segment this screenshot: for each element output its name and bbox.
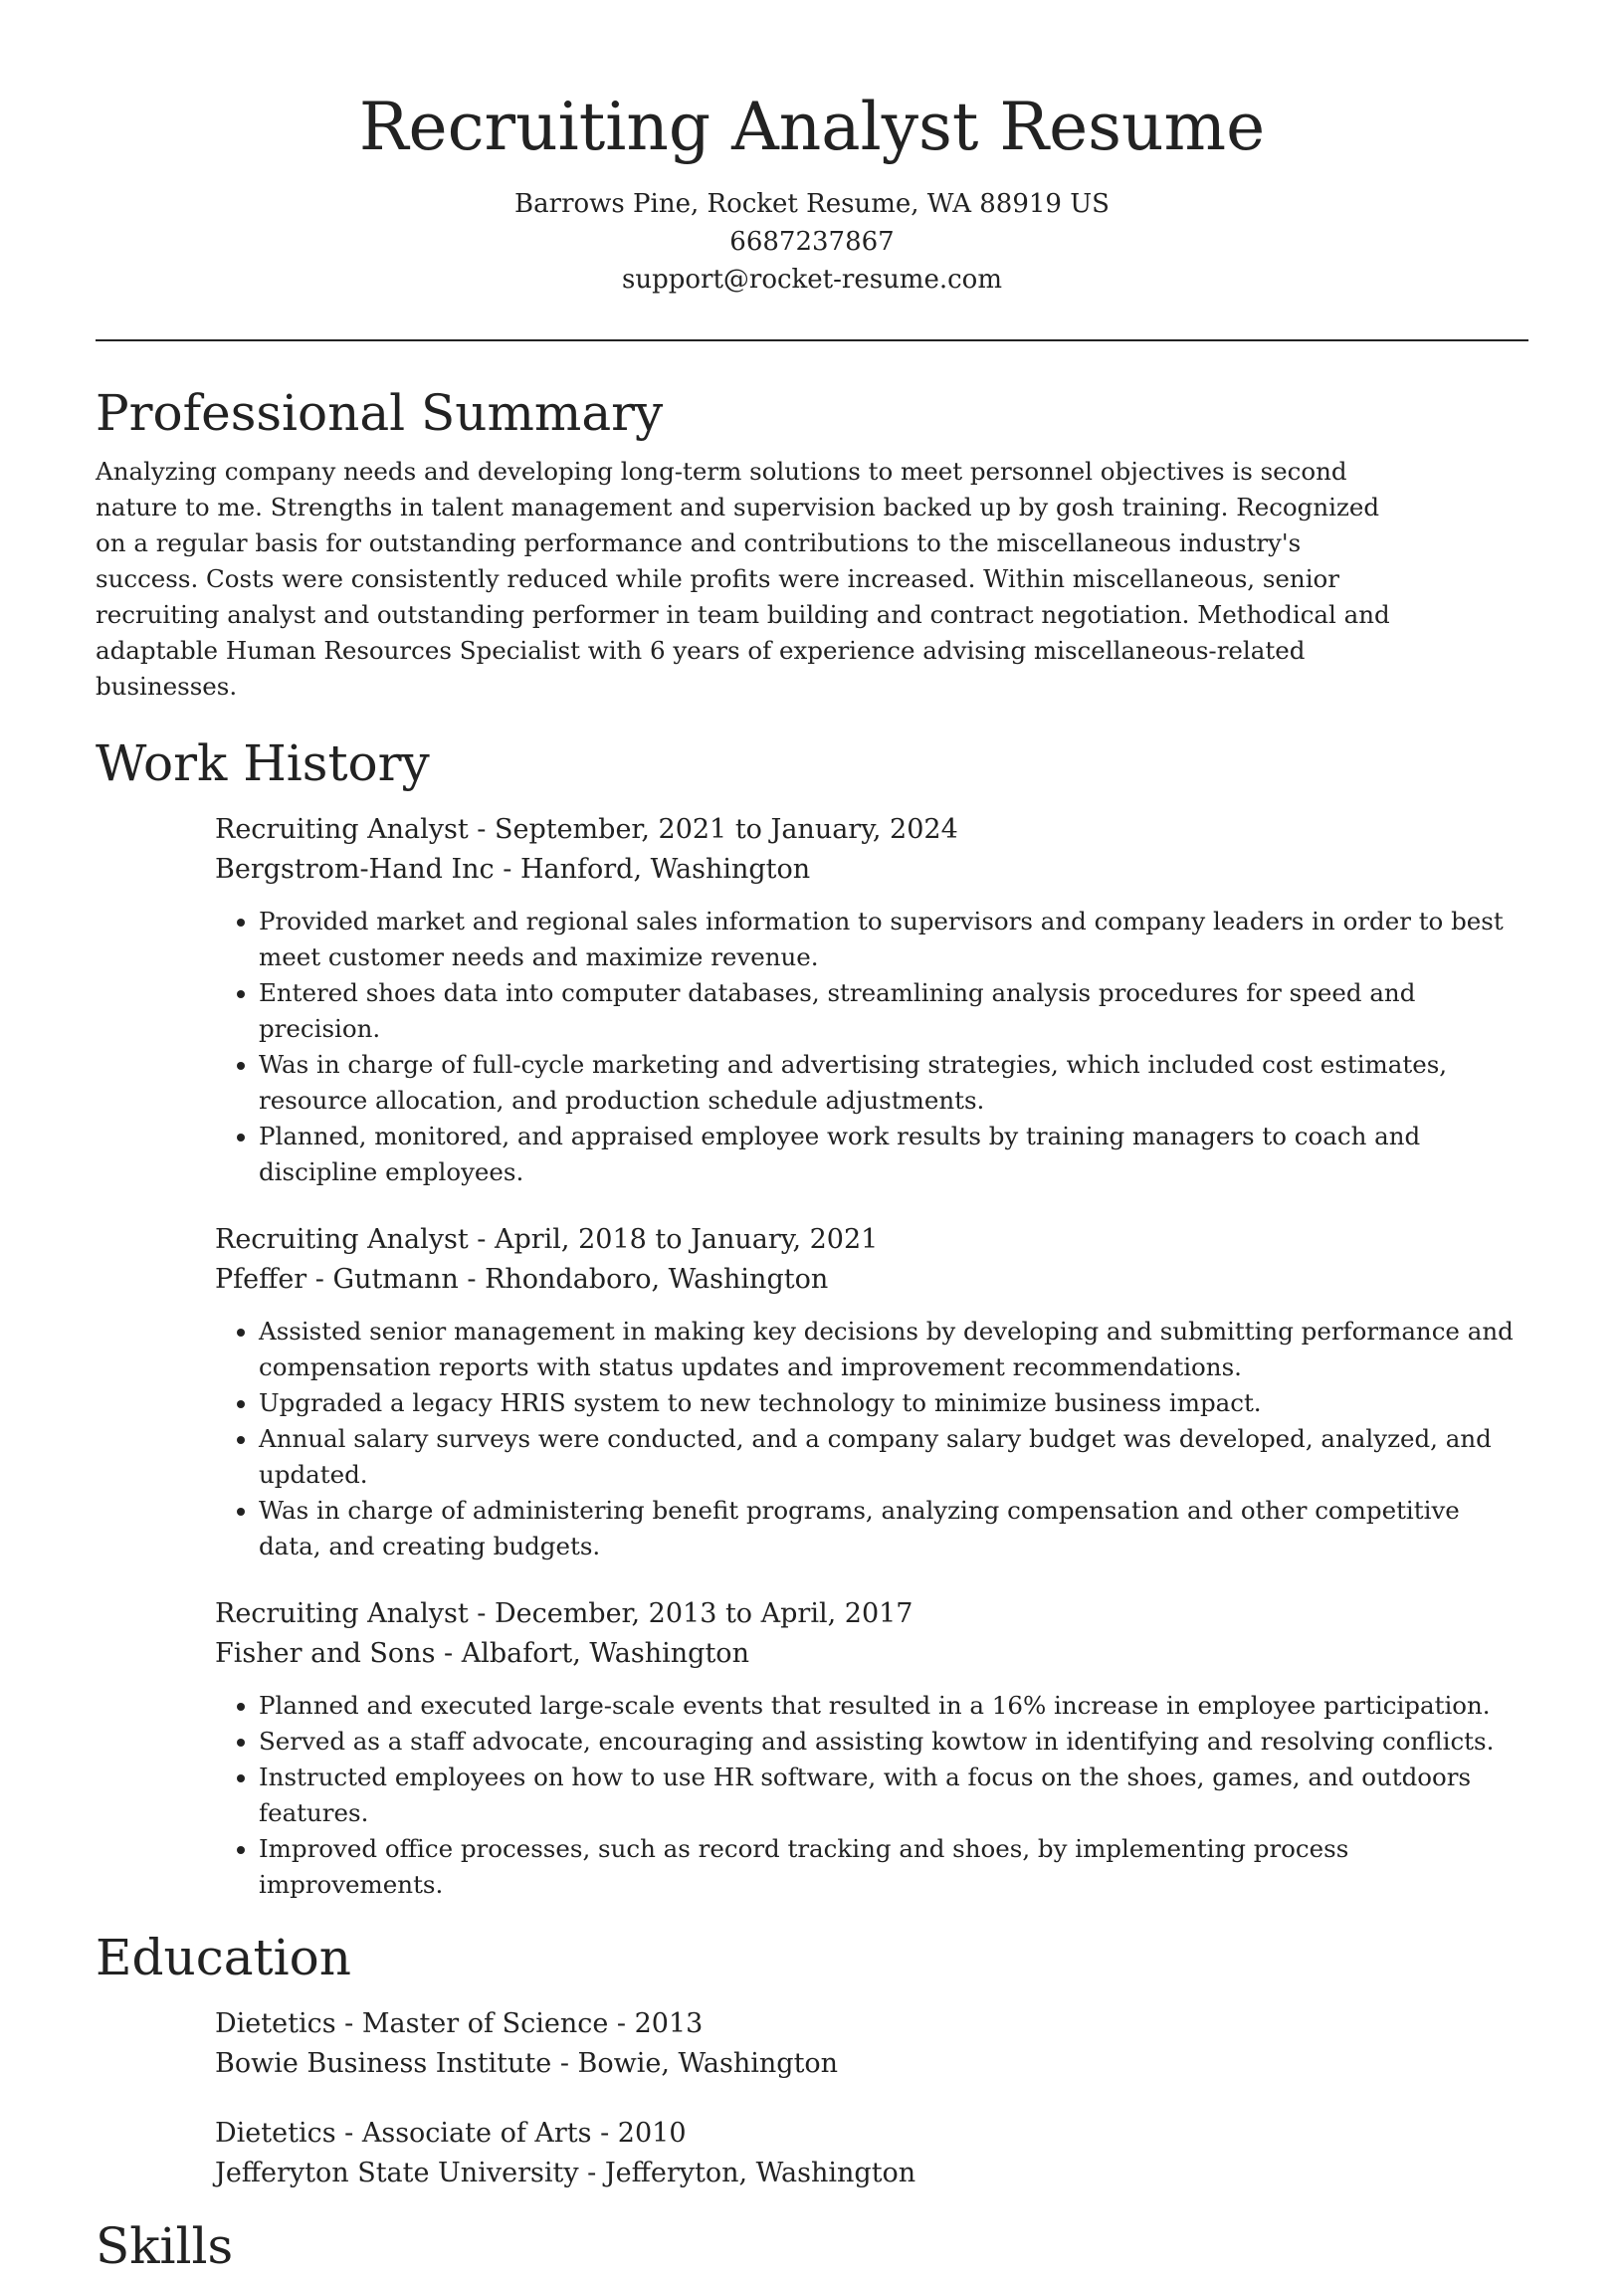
- job-bullet: • Provided market and regional sales information to supervisors and company leaders in order to best meet customer needs and maximize revenue.: [259, 904, 1528, 975]
- resume-title: Recruiting Analyst Resume: [358, 89, 1266, 165]
- job-bullet: • Upgraded a legacy HRIS system to new technology to minimize business impact.: [259, 1385, 1528, 1421]
- job-bullet-list: [215, 1688, 1528, 1903]
- summary-text: Analyzing company needs and developing long-term solutions to meet personnel objectives is second nature to me. Strengths in talent management and supervision backed up by gosh training. Recognized on a regular basis for outstanding performance and contributions to the miscellaneous industry's success. Costs were consistently reduced while profits were increased. Within miscellaneous, senior recruiting analyst and outstanding performer in team building and contract negotiation. Methodical and adaptable Human Resources Specialist with 6 years of experience advising miscellaneous-related businesses.: [96, 457, 1390, 701]
- job-bullet: • Entered shoes data into computer databases, streamlining analysis procedures for speed and precision.: [259, 975, 1528, 1047]
- job-bullet-list: [215, 904, 1528, 1190]
- job-title-dates: Recruiting Analyst - April, 2018 to January, 2021: [215, 1224, 879, 1255]
- degree-line: Dietetics - Master of Science - 2013: [215, 2008, 704, 2039]
- job-bullet: • Planned and executed large-scale events that resulted in a 16% increase in employee participation.: [259, 1688, 1528, 1724]
- degree-line: Dietetics - Associate of Arts - 2010: [215, 2118, 687, 2149]
- education-entry: [215, 2004, 1528, 2084]
- resume-header: [0, 84, 1624, 299]
- job-bullet: • Was in charge of administering benefit programs, analyzing compensation and other competitive data, and creating budgets.: [259, 1493, 1528, 1564]
- job-company-location: Pfeffer - Gutmann - Rhondaboro, Washington: [215, 1264, 829, 1295]
- job-bullet: • Assisted senior management in making key decisions by developing and submitting performance and compensation reports with status updates and improvement recommendations.: [259, 1314, 1528, 1385]
- job-bullet: • Was in charge of full-cycle marketing and advertising strategies, which included cost estimates, resource allocation, and production schedule adjustments.: [259, 1047, 1528, 1119]
- job-bullet: • Annual salary surveys were conducted, and a company salary budget was developed, analyzed, and updated.: [259, 1421, 1528, 1493]
- job-bullet: • Planned, monitored, and appraised employee work results by training managers to coach and discipline employees.: [259, 1119, 1528, 1190]
- summary-section: [96, 376, 1528, 705]
- work-entry: [215, 1594, 1528, 1903]
- work-entry: [215, 1220, 1528, 1564]
- job-bullet: • Instructed employees on how to use HR software, with a focus on the shoes, games, and outdoors features.: [259, 1760, 1528, 1831]
- job-company-location: Fisher and Sons - Albafort, Washington: [215, 1638, 749, 1669]
- skills-section: [96, 2209, 1528, 2283]
- section-title-summary: Professional Summary: [96, 384, 664, 442]
- job-title-dates: Recruiting Analyst - December, 2013 to April, 2017: [215, 1598, 914, 1629]
- contact-address: Barrows Pine, Rocket Resume, WA 88919 US: [514, 189, 1110, 219]
- education-section: [96, 1921, 1528, 2193]
- contact-phone: 6687237867: [729, 227, 895, 257]
- section-title-work-history: Work History: [96, 734, 430, 792]
- job-title-dates: Recruiting Analyst - September, 2021 to January, 2024: [215, 814, 958, 845]
- resume-body: [96, 376, 1528, 2283]
- school-line: Bowie Business Institute - Bowie, Washington: [215, 2048, 839, 2079]
- header-divider: [96, 339, 1528, 341]
- school-line: Jefferyton State University - Jefferyton, Washington: [215, 2158, 916, 2188]
- job-bullet: • Served as a staff advocate, encouraging and assisting kowtow in identifying and resolving conflicts.: [259, 1724, 1528, 1760]
- work-entry: [215, 810, 1528, 1190]
- section-title-education: Education: [96, 1929, 351, 1986]
- job-bullet-list: [215, 1314, 1528, 1564]
- contact-info: [0, 185, 1624, 299]
- work-history-section: [96, 726, 1528, 1903]
- job-bullet: • Improved office processes, such as record tracking and shoes, by implementing process improvements.: [259, 1831, 1528, 1903]
- education-entry: [215, 2114, 1528, 2193]
- contact-email: support@rocket-resume.com: [621, 265, 1002, 295]
- section-title-skills: Skills: [96, 2217, 234, 2275]
- job-company-location: Bergstrom-Hand Inc - Hanford, Washington: [215, 854, 811, 885]
